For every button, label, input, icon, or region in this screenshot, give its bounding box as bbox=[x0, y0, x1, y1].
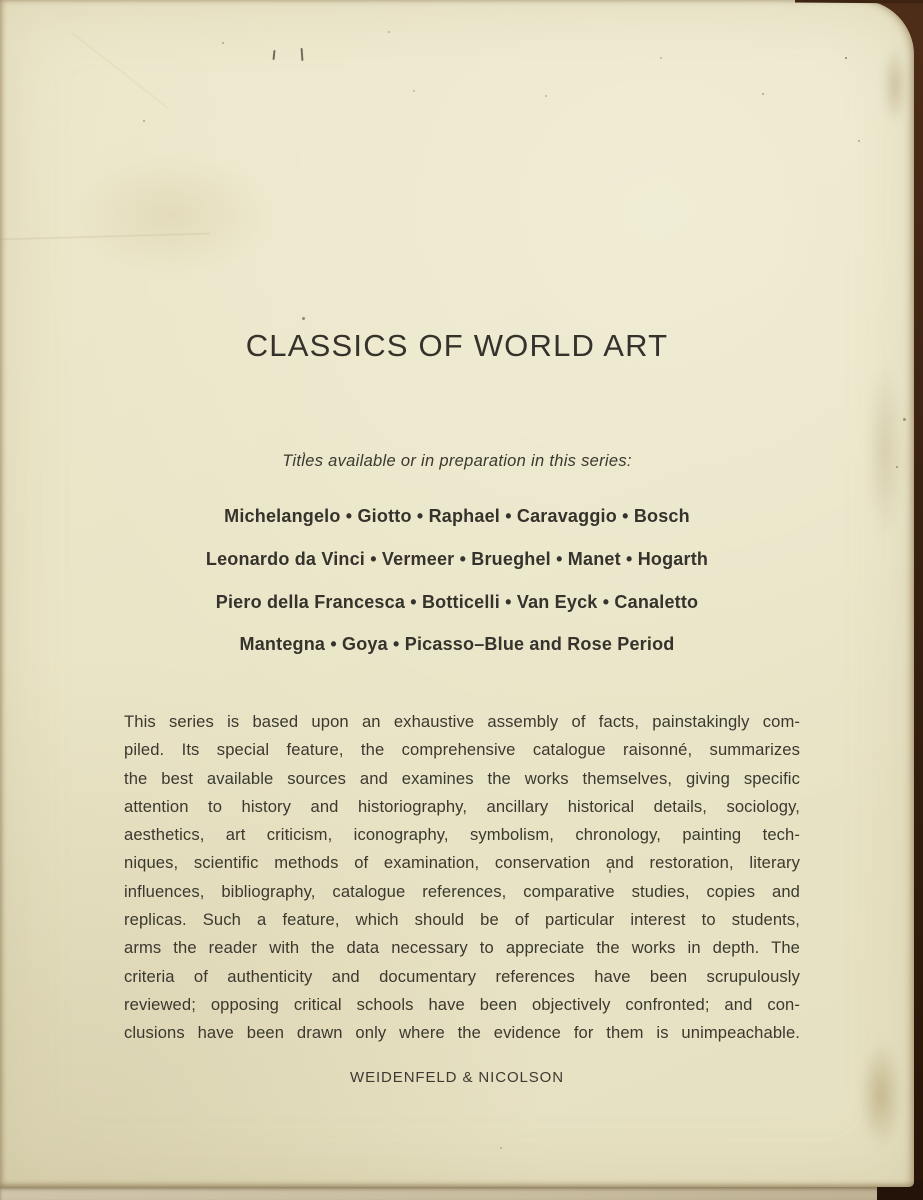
description-line: criteria of authenticity and documentary references have been scrupulously bbox=[124, 966, 800, 986]
pen-mark bbox=[272, 50, 275, 60]
description-line: attention to history and historiography, ancillary historical details, sociology, bbox=[124, 796, 800, 816]
speck bbox=[302, 317, 305, 320]
speck bbox=[845, 57, 847, 59]
series-titles-line: Michelangelo • Giotto • Raphael • Caravaggio • Bosch bbox=[224, 506, 690, 526]
publisher-imprint: WEIDENFELD & NICOLSON bbox=[350, 1069, 564, 1086]
book-page-edge-bottom bbox=[0, 1187, 914, 1200]
description-line: This series is based upon an exhaustive assembly of facts, painstakingly com- bbox=[124, 712, 800, 731]
series-title: CLASSICS OF WORLD ART bbox=[245, 328, 669, 363]
series-titles-line: Mantegna • Goya • Picasso–Blue and Rose Period bbox=[239, 634, 675, 654]
description-line: aesthetics, art criticism, iconography, symbolism, chronology, painting tech- bbox=[124, 825, 800, 845]
stain-mark bbox=[860, 330, 910, 570]
series-description bbox=[124, 708, 800, 1048]
series-availability-note: Titles available or in preparation in this series: bbox=[282, 452, 632, 470]
description-line: influences, bibliography, catalogue references, comparative studies, copies and bbox=[124, 881, 800, 901]
description-line: the best available sources and examines the works themselves, giving specific bbox=[124, 768, 800, 788]
stain-mark bbox=[30, 130, 310, 300]
series-titles-line: Piero della Francesca • Botticelli • Van Eyck • Canaletto bbox=[215, 592, 699, 612]
description-line: reviewed; opposing critical schools have been objectively confronted; and con- bbox=[124, 994, 800, 1014]
stain-mark bbox=[852, 1020, 910, 1170]
description-line: niques, scientific methods of examination, conservation and restoration, literary bbox=[124, 853, 800, 873]
description-line: replicas. Such a feature, which should be of particular interest to students, bbox=[124, 910, 800, 930]
speck bbox=[500, 1147, 502, 1149]
speck bbox=[413, 90, 415, 92]
description-line: piled. Its special feature, the comprehensive catalogue raisonné, summarizes bbox=[124, 740, 800, 760]
speck bbox=[762, 93, 764, 95]
crease-mark bbox=[72, 33, 167, 108]
description-line: arms the reader with the data necessary to appreciate the works in depth. The bbox=[124, 938, 800, 958]
speck bbox=[545, 95, 547, 97]
series-titles-line: Leonardo da Vinci • Vermeer • Brueghel • Manet • Hogarth bbox=[205, 549, 709, 569]
speck bbox=[143, 120, 145, 122]
speck bbox=[858, 140, 860, 142]
speck bbox=[660, 57, 662, 59]
description-line: clusions have been drawn only where the evidence for them is unimpeachable. bbox=[124, 1023, 800, 1043]
pen-mark bbox=[301, 48, 304, 61]
speck bbox=[222, 42, 224, 44]
speck bbox=[903, 418, 906, 421]
speck bbox=[388, 31, 390, 33]
stain-mark bbox=[878, 30, 912, 140]
